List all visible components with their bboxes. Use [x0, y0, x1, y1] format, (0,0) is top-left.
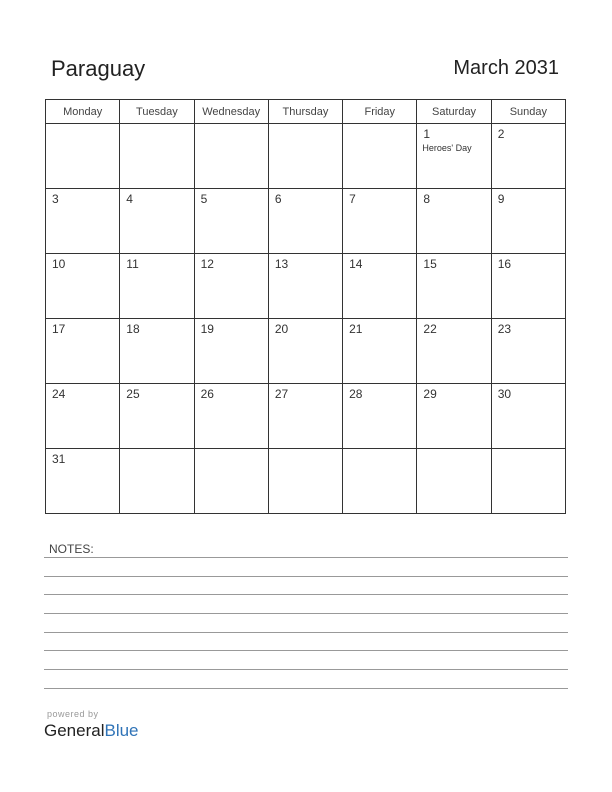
day-cell [417, 254, 491, 319]
week-row [46, 189, 566, 254]
week-row [46, 384, 566, 449]
day-cell [194, 319, 268, 384]
weekday-saturday: Saturday [417, 100, 491, 124]
day-cell [46, 319, 120, 384]
day-number [269, 124, 342, 128]
day-number: 1 [423, 127, 431, 141]
note-line [44, 613, 568, 614]
day-cell [120, 319, 194, 384]
day-number: 22 [423, 322, 437, 336]
day-cell [491, 319, 565, 384]
notes-label: NOTES: [49, 542, 94, 556]
day-cell [46, 384, 120, 449]
day-cell [194, 124, 268, 189]
day-number: 10 [52, 257, 66, 271]
note-line [44, 688, 568, 689]
day-cell [491, 254, 565, 319]
day-cell [268, 384, 342, 449]
day-number: 8 [423, 192, 431, 206]
day-number: 29 [423, 387, 437, 401]
day-number: 28 [349, 387, 363, 401]
day-number: 27 [274, 387, 289, 401]
day-number: 3 [52, 192, 59, 206]
day-number: 13 [274, 257, 289, 271]
day-cell [120, 384, 194, 449]
day-number: 19 [200, 322, 214, 336]
day-number: 2 [497, 127, 505, 141]
day-number: 11 [126, 257, 139, 271]
day-number [269, 449, 342, 453]
weekday-monday: Monday [46, 100, 120, 124]
day-cell [343, 319, 417, 384]
day-cell [417, 449, 491, 514]
day-number [120, 449, 193, 453]
day-number: 17 [52, 322, 66, 336]
note-line [44, 594, 568, 595]
day-number: 14 [349, 257, 363, 271]
day-cell [343, 254, 417, 319]
day-number: 21 [349, 322, 363, 336]
day-cell [343, 449, 417, 514]
note-line [44, 557, 568, 558]
week-row [46, 449, 566, 514]
day-number: 7 [349, 192, 356, 206]
holiday-label: Heroes' Day [422, 143, 472, 153]
week-row [46, 319, 566, 384]
weekday-tuesday: Tuesday [120, 100, 194, 124]
week-row [46, 124, 566, 189]
brand-blue: Blue [104, 721, 139, 740]
country-title: Paraguay [51, 56, 146, 81]
day-cell [46, 254, 120, 319]
day-cell [417, 384, 491, 449]
day-number: 5 [200, 192, 208, 206]
day-number [195, 449, 268, 453]
day-cell [46, 449, 120, 514]
day-number: 31 [52, 452, 66, 466]
note-line [44, 669, 568, 670]
day-number: 4 [126, 192, 133, 206]
day-cell [46, 189, 120, 254]
brand-general: General [44, 721, 105, 740]
day-number: 9 [497, 192, 505, 206]
day-cell [268, 124, 342, 189]
day-number [417, 449, 490, 453]
weekday-thursday: Thursday [268, 100, 342, 124]
day-cell [120, 254, 194, 319]
weekday-wednesday: Wednesday [194, 100, 268, 124]
day-number [195, 124, 268, 128]
day-cell [46, 124, 120, 189]
day-number [120, 124, 193, 128]
day-cell [268, 254, 342, 319]
day-number: 23 [497, 322, 512, 336]
weekday-sunday: Sunday [491, 100, 565, 124]
day-cell [491, 384, 565, 449]
day-cell [417, 124, 491, 189]
day-cell [343, 384, 417, 449]
day-cell [491, 124, 565, 189]
day-number [46, 124, 119, 128]
day-cell [194, 449, 268, 514]
day-number: 6 [274, 192, 282, 206]
note-line [44, 650, 568, 651]
day-number: 12 [200, 257, 214, 271]
day-cell [268, 449, 342, 514]
weekday-friday: Friday [343, 100, 417, 124]
day-cell [194, 254, 268, 319]
day-cell [491, 189, 565, 254]
note-line [44, 632, 568, 633]
day-cell [343, 189, 417, 254]
day-cell [491, 449, 565, 514]
day-number: 18 [126, 322, 140, 336]
weekday-header-row [46, 100, 566, 124]
powered-by-text: powered by [47, 709, 99, 719]
day-number [492, 449, 565, 453]
day-cell [120, 124, 194, 189]
day-number [343, 449, 416, 453]
day-cell [194, 384, 268, 449]
day-cell [268, 319, 342, 384]
day-cell [120, 189, 194, 254]
day-number: 20 [274, 322, 289, 336]
generalblue-logo [44, 721, 139, 741]
day-number: 30 [497, 387, 512, 401]
day-cell [194, 189, 268, 254]
day-number: 25 [126, 387, 140, 401]
day-number: 24 [52, 387, 66, 401]
day-number: 16 [497, 257, 512, 271]
day-cell [268, 189, 342, 254]
note-line [44, 576, 568, 577]
day-cell [417, 319, 491, 384]
week-row [46, 254, 566, 319]
day-number [343, 124, 416, 128]
calendar-grid [45, 99, 566, 514]
month-title: March 2031 [453, 57, 559, 79]
day-number: 15 [423, 257, 437, 271]
day-cell [343, 124, 417, 189]
day-number: 26 [200, 387, 214, 401]
day-cell [417, 189, 491, 254]
day-cell [120, 449, 194, 514]
